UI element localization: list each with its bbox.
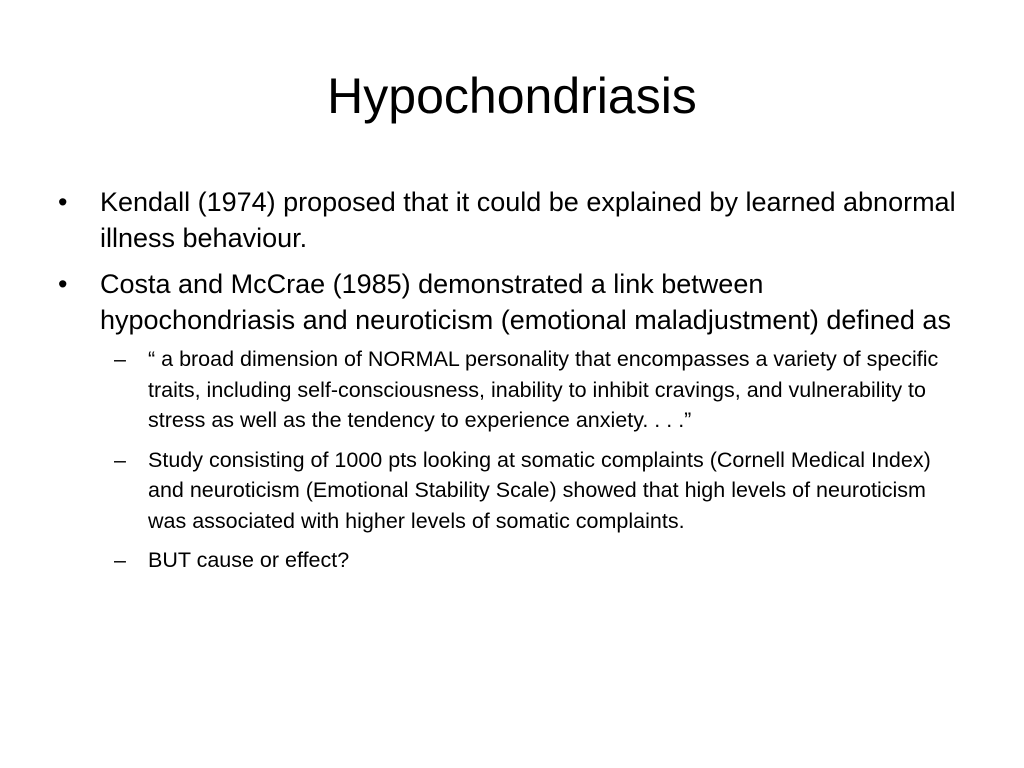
bullet-marker: •: [58, 269, 68, 299]
sub-bullet-list: [114, 344, 964, 576]
slide-content: [58, 184, 964, 586]
bullet-marker: •: [58, 187, 68, 217]
sub-bullet-text: Study consisting of 1000 pts looking at somatic complaints (Cornell Medical Index) and neuroticism (Emotional Stability Scale) showed that high levels of neuroticism was associated with higher levels of somatic complaints.: [148, 447, 931, 533]
sub-bullet-text: BUT cause or effect?: [148, 548, 350, 572]
bullet-item: [58, 184, 964, 256]
sub-bullet-text: “ a broad dimension of NORMAL personality that encompasses a variety of specific traits, including self-consciousness, inability to inhibit cravings, and vulnerability to stress as well as the tendency to experience anxiety. . . .”: [148, 347, 939, 432]
sub-bullet-marker: –: [114, 548, 126, 572]
bullet-item: [58, 266, 964, 576]
sub-bullet-marker: –: [114, 347, 126, 371]
sub-bullet-item: [114, 445, 964, 537]
sub-bullet-item: [114, 344, 964, 436]
sub-bullet-item: [114, 545, 964, 576]
bullet-text: Costa and McCrae (1985) demonstrated a link between hypochondriasis and neuroticism (emotional maladjustment) defined as: [100, 269, 951, 335]
bullet-text: Kendall (1974) proposed that it could be explained by learned abnormal illness behaviour.: [100, 187, 956, 253]
slide-title: Hypochondriasis: [327, 68, 697, 124]
sub-bullet-marker: –: [114, 447, 126, 472]
